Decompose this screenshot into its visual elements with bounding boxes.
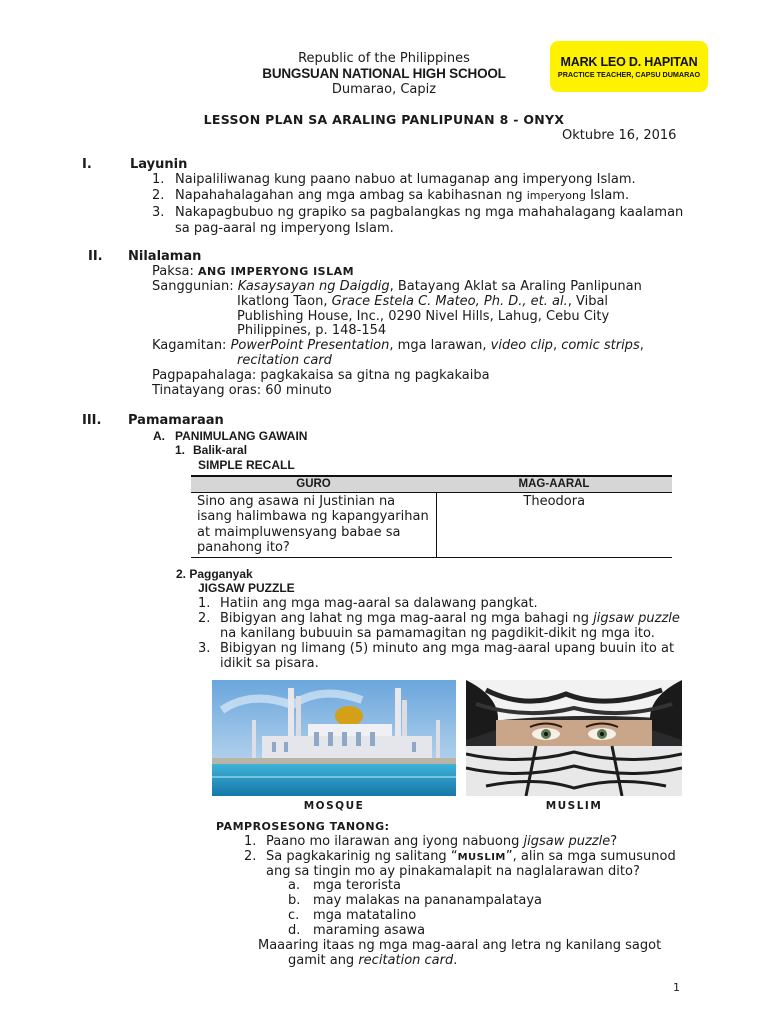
badge-name: MARK LEO D. HAPITAN xyxy=(560,55,698,69)
choice-letter: d. xyxy=(288,923,301,938)
sanggunian-line: Sanggunian: Kasaysayan ng Daigdig, Batayang Aklat sa Araling Panlipunan xyxy=(152,279,642,294)
mosque-image xyxy=(212,680,456,796)
step-number: 1. xyxy=(198,596,211,611)
objective-text: Napahahalagahan ang mga ambag sa kabihasnan ng imperyong Islam. xyxy=(175,188,630,203)
step-number: 2. xyxy=(198,611,211,626)
table-header-guro: GURO xyxy=(191,476,436,492)
step-text: Hatiin ang mga mag-aaral sa dalawang pangkat. xyxy=(220,596,538,611)
step-text: Bibigyan ng limang (5) minuto ang mga mag-aaral upang buuin ito at xyxy=(220,641,675,656)
header-location: Dumarao, Capiz xyxy=(331,82,437,97)
question-number: 2. xyxy=(244,849,257,864)
table-header-row xyxy=(191,476,672,492)
note-line-1: Maaaring itaas ng mga mag-aaral ang letra ng kanilang sagot xyxy=(258,938,662,953)
step-text-cont: idikit sa pisara. xyxy=(220,656,319,671)
section3-heading: Pamamaraan xyxy=(128,413,224,428)
objective-number: 1. xyxy=(152,172,165,187)
kagamitan-line-2: recitation card xyxy=(237,353,332,368)
tinatayang-oras: Tinatayang oras: 60 minuto xyxy=(152,383,332,398)
table-header-mag-aaral: MAG-AARAL xyxy=(436,476,672,492)
question-number: 1. xyxy=(244,834,257,849)
balik-aral-title: Balik-aral xyxy=(193,443,248,457)
header-school: BUNGSUAN NATIONAL HIGH SCHOOL xyxy=(262,66,506,81)
sanggunian-line-2: Ikatlong Taon, Grace Estela C. Mateo, Ph. D., et. al., Vibal xyxy=(237,294,609,309)
header-republic: Republic of the Philippines xyxy=(298,51,470,66)
pagpapahalaga: Pagpapahalaga: pagkakaisa sa gitna ng pagkakaiba xyxy=(152,368,490,383)
jigsaw-label: JIGSAW PUZZLE xyxy=(198,581,295,595)
question-text: Sa pagkakarinig ng salitang “MUSLIM”, alin sa mga sumusunod xyxy=(266,849,676,864)
objective-text: Nakapagbubuo ng grapiko sa pagbalangkas ng mga mahahalagang kaalaman xyxy=(175,205,684,220)
subsection-a-title: PANIMULANG GAWAIN xyxy=(175,429,308,443)
section2-number: II. xyxy=(88,249,103,264)
choice-text: may malakas na pananampalataya xyxy=(313,893,542,908)
table-cell-answer: Theodora xyxy=(436,492,672,557)
choice-text: maraming asawa xyxy=(313,923,426,938)
question-text: Paano mo ilarawan ang iyong nabuong jigsaw puzzle? xyxy=(266,834,618,849)
choice-text: mga terorista xyxy=(313,878,401,893)
paksa-line: Paksa: ANG IMPERYONG ISLAM xyxy=(152,264,355,279)
badge-role: PRACTICE TEACHER, CAPSU DUMARAO xyxy=(557,70,701,79)
simple-recall-label: SIMPLE RECALL xyxy=(198,458,295,472)
balik-aral-number: 1. xyxy=(175,443,186,457)
page-number: 1 xyxy=(673,981,680,994)
choice-letter: a. xyxy=(288,878,301,893)
sanggunian-line-3: Publishing House, Inc., 0290 Nivel Hills, Lahug, Cebu City xyxy=(237,309,610,324)
step-text: Bibigyan ang lahat ng mga mag-aaral ng mga bahagi ng jigsaw puzzle xyxy=(220,611,680,626)
author-badge xyxy=(550,41,708,92)
section3-number: III. xyxy=(82,413,102,428)
choice-text: mga matatalino xyxy=(313,908,417,923)
step-text-cont: na kanilang bubuuin sa pamamagitan ng pagdikit-dikit ng mga ito. xyxy=(220,626,655,641)
table-cell-question: Sino ang asawa ni Justinian na isang halimbawa ng kapangyarihan at maimpluwensyang babae sa panahong ito? xyxy=(191,492,436,557)
subsection-a-label: A. xyxy=(153,429,165,443)
question-text-cont: ang sa tingin mo ay pinakamalapit na naglalarawan dito? xyxy=(266,864,640,879)
caption-muslim: MUSLIM xyxy=(545,800,603,812)
section1-heading: Layunin xyxy=(130,157,188,172)
pamprosesong-tanong-heading: PAMPROSESONG TANONG: xyxy=(216,820,390,833)
section1-number: I. xyxy=(82,157,92,172)
choice-letter: b. xyxy=(288,893,301,908)
pagganyak-title: 2. Pagganyak xyxy=(176,567,253,581)
choice-letter: c. xyxy=(288,908,300,923)
table-row xyxy=(191,492,672,557)
objective-text: Naipaliliwanag kung paano nabuo at lumaganap ang imperyong Islam. xyxy=(175,172,636,187)
muslim-image xyxy=(466,680,682,796)
lesson-title: LESSON PLAN SA ARALING PANLIPUNAN 8 - ONYX xyxy=(203,112,565,127)
recall-table xyxy=(191,475,672,558)
objective-number: 3. xyxy=(152,205,165,220)
sanggunian-line-4: Philippines, p. 148-154 xyxy=(237,323,387,338)
section2-heading: Nilalaman xyxy=(128,249,202,264)
kagamitan-line: Kagamitan: PowerPoint Presentation, mga larawan, video clip, comic strips, xyxy=(152,338,644,353)
caption-mosque: MOSQUE xyxy=(303,800,365,812)
lesson-date: Oktubre 16, 2016 xyxy=(562,128,677,143)
objective-text-cont: sa pag-aaral ng imperyong Islam. xyxy=(175,221,394,236)
objective-number: 2. xyxy=(152,188,165,203)
step-number: 3. xyxy=(198,641,211,656)
note-line-2: gamit ang recitation card. xyxy=(288,953,458,968)
